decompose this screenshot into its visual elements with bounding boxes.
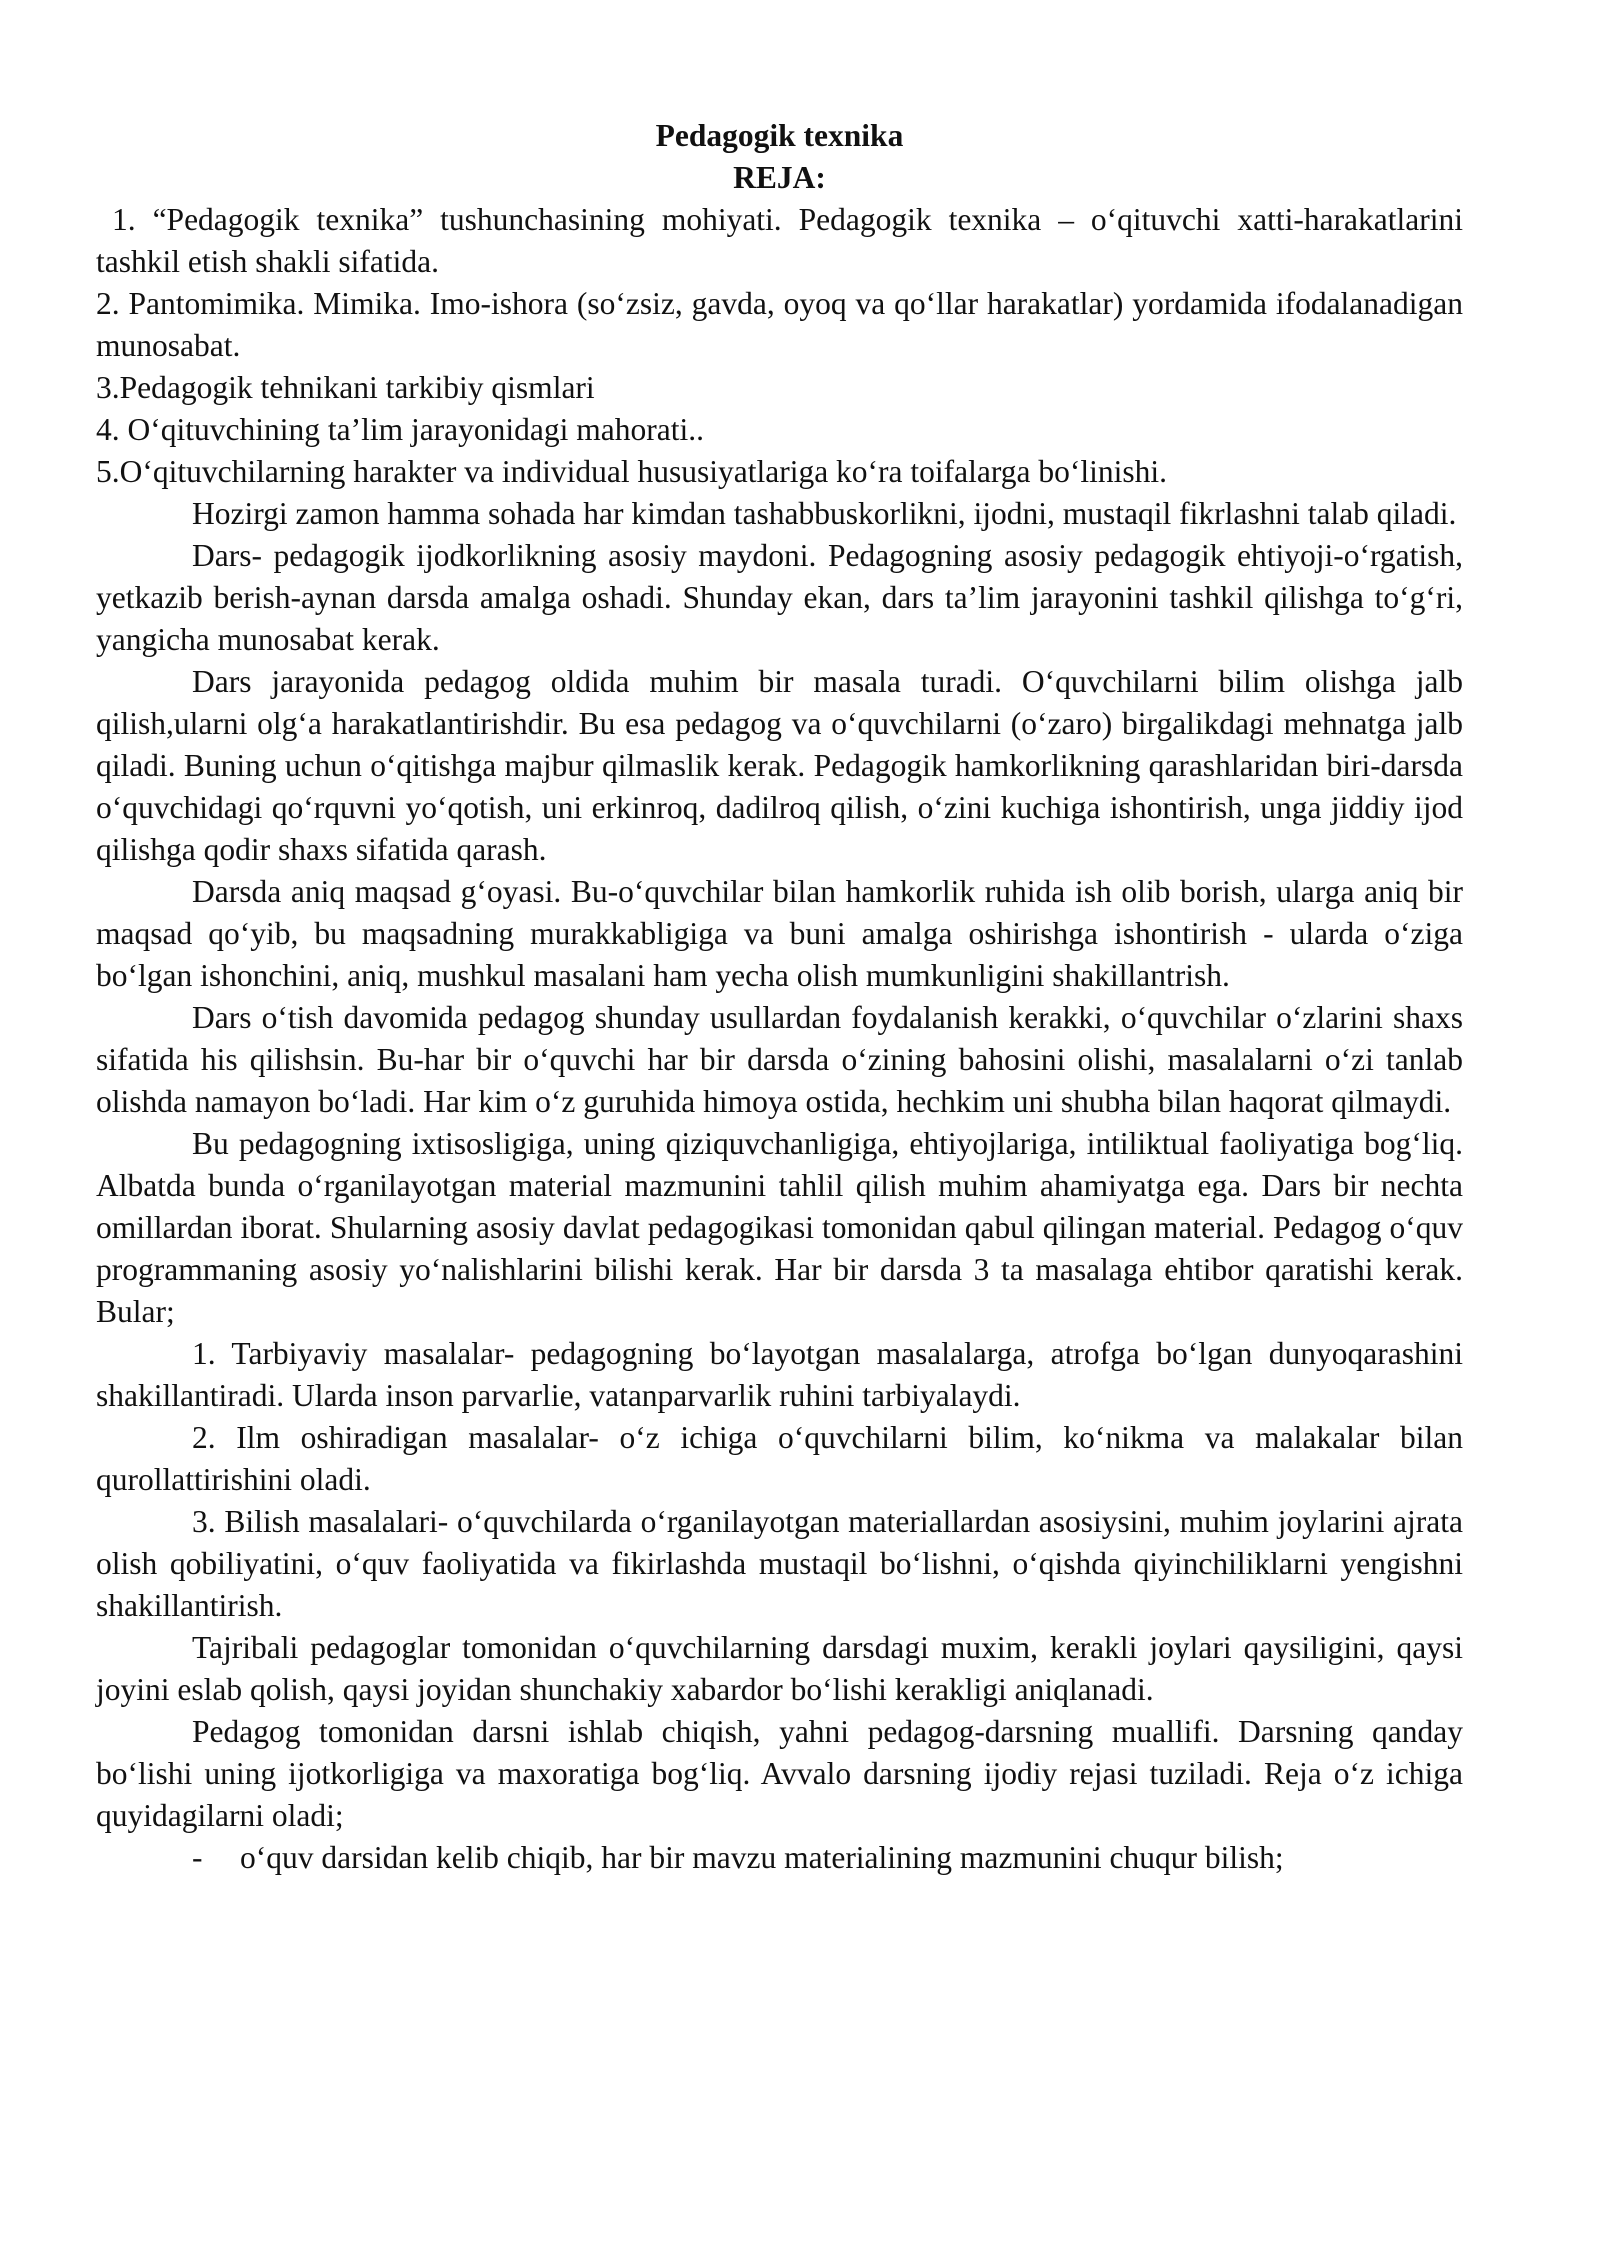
bullet-marker: -	[192, 1840, 203, 1875]
bullet-text: o‘quv darsidan kelib chiqib, har bir mavzu materialining mazmunini chuqur bilish;	[240, 1840, 1284, 1875]
plan-item: 2. Pantomimika. Mimika. Imo-ishora (so‘zsiz, gavda, oyoq va qo‘llar harakatlar) yordamida ifodalanadigan munosabat.	[96, 286, 1463, 363]
paragraph: Darsda aniq maqsad g‘oyasi. Bu-o‘quvchilar bilan hamkorlik ruhida ish olib borish, ularga aniq bir maqsad qo‘yib, bu maqsadning murakkabligiga va buni amalga oshirishga ishontirish - ularda o‘ziga bo‘lgan ishonchini, aniq, mushkul masalani ham yecha olish mumkunligini shakillantrish.	[96, 874, 1463, 993]
document-title: Pedagogik texnika	[655, 118, 904, 153]
paragraph: Hozirgi zamon hamma sohada har kimdan tashabbuskorlikni, ijodni, mustaqil fikrlashni talab qiladi.	[192, 496, 1457, 531]
plan-item: 5.O‘qituvchilarning harakter va individual hususiyatlariga ko‘ra toifalarga bo‘linishi.	[96, 454, 1167, 489]
paragraph: Dars jarayonida pedagog oldida muhim bir masala turadi. O‘quvchilarni bilim olishga jalb qilish,ularni olg‘a harakatlantirishdir. Bu esa pedagog va o‘quvchilarni (o‘zaro) birgalikdagi mehnatga jalb qiladi. Buning uchun o‘qitishga majbur qilmaslik kerak. Pedagogik hamkorlikning qarashlaridan biri-darsda o‘quvchidagi qo‘rquvni yo‘qotish, uni erkinroq, dadilroq qilish, o‘zini kuchiga ishontirish, unga jiddiy ijod qilishga qodir shaxs sifatida qarash.	[96, 664, 1463, 867]
paragraph: Dars- pedagogik ijodkorlikning asosiy maydoni. Pedagogning asosiy pedagogik ehtiyoji-o‘rgatish, yetkazib berish-aynan darsda amalga oshadi. Shunday ekan, dars ta’lim jarayonini tashkil qilishga to‘g‘ri, yangicha munosabat kerak.	[96, 538, 1463, 657]
paragraph: Dars o‘tish davomida pedagog shunday usullardan foydalanish kerakki, o‘quvchilar o‘zlarini shaxs sifatida his qilishsin. Bu-har bir o‘quvchi har bir darsda o‘zining bahosini olishi, masalalarni o‘zi tanlab olishda namayon bo‘ladi. Har kim o‘z guruhida himoya ostida, hechkim uni shubha bilan haqorat qilmaydi.	[96, 1000, 1463, 1119]
body-text	[96, 493, 1463, 1837]
plan-item: 4. O‘qituvchining ta’lim jarayonidagi mahorati..	[96, 412, 704, 447]
plan-item: 1. “Pedagogik texnika” tushunchasining mohiyati. Pedagogik texnika – o‘qituvchi xatti-harakatlarini tashkil etish shakli sifatida.	[96, 202, 1463, 279]
paragraph: 3. Bilish masalalari- o‘quvchilarda o‘rganilayotgan materiallardan asosiysini, muhim joylarini ajrata olish qobiliyatini, o‘quv faoliyatida va fikirlashda mustaqil bo‘lishni, o‘qishda qiyinchiliklarni yengishni shakillantirish.	[96, 1504, 1463, 1623]
bullet-item	[96, 1837, 1463, 1879]
paragraph: Tajribali pedagoglar tomonidan o‘quvchilarning darsdagi muxim, kerakli joylari qaysiligini, qaysi joyini eslab qolish, qaysi joyidan shunchakiy xabardor bo‘lishi kerakligi aniqlanadi.	[96, 1630, 1463, 1707]
paragraph: 2. Ilm oshiradigan masalalar- o‘z ichiga o‘quvchilarni bilim, ko‘nikma va malakalar bilan qurollattirishini oladi.	[96, 1420, 1463, 1497]
plan-heading: REJA:	[733, 160, 826, 195]
document-page	[96, 115, 1463, 1879]
plan-list	[96, 199, 1463, 493]
paragraph: Bu pedagogning ixtisosligiga, uning qiziquvchanligiga, ehtiyojlariga, intiliktual faoliyatiga bog‘liq. Albatda bunda o‘rganilayotgan material mazmunini tahlil qilish muhim ahamiyatga ega. Dars bir nechta omillardan iborat. Shularning asosiy davlat pedagogikasi tomonidan qabul qilingan material. Pedagog o‘quv programmaning asosiy yo‘nalishlarini bilishi kerak. Har bir darsda 3 ta masalaga ehtibor qaratishi kerak. Bular;	[96, 1126, 1463, 1329]
paragraph: Pedagog tomonidan darsni ishlab chiqish, yahni pedagog-darsning muallifi. Darsning qanday bo‘lishi uning ijotkorligiga va maxoratiga bog‘liq. Avvalo darsning ijodiy rejasi tuziladi. Reja o‘z ichiga quyidagilarni oladi;	[96, 1714, 1463, 1833]
plan-item: 3.Pedagogik tehnikani tarkibiy qismlari	[96, 370, 595, 405]
paragraph: 1. Tarbiyaviy masalalar- pedagogning bo‘layotgan masalalarga, atrofga bo‘lgan dunyoqarashini shakillantiradi. Ularda inson parvarlie, vatanparvarlik ruhini tarbiyalaydi.	[96, 1336, 1463, 1413]
